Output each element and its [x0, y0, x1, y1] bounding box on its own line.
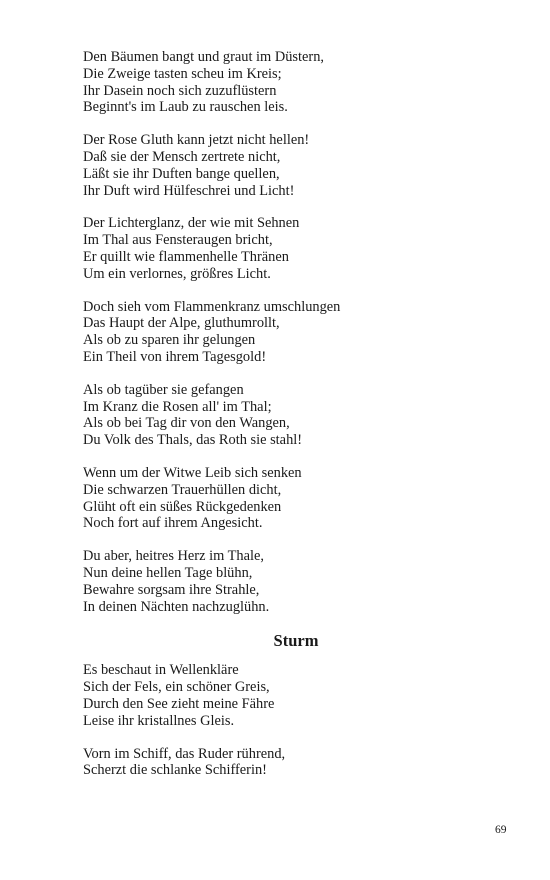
poem-title: Sturm: [273, 631, 319, 651]
verse-line: Der Lichterglanz, der wie mit Sehnen: [83, 215, 300, 232]
verse-line: Im Kranz die Rosen all' im Thal;: [83, 398, 272, 415]
stanza: [83, 299, 483, 366]
stanza: [83, 49, 483, 116]
verse-line: Leise ihr kristallnes Gleis.: [83, 712, 235, 729]
stanza: [83, 548, 483, 615]
stanza: [83, 215, 483, 282]
verse-line: Das Haupt der Alpe, gluthumrollt,: [83, 315, 280, 332]
verse-line: Du aber, heitres Herz im Thale,: [83, 548, 264, 565]
stanza: [83, 132, 483, 199]
stanza: [83, 746, 483, 780]
verse-line: Sich der Fels, ein schöner Greis,: [83, 679, 270, 696]
verse-line: Es beschaut in Wellenkläre: [83, 662, 239, 679]
verse-line: Beginnt's im Laub zu rauschen leis.: [83, 99, 288, 116]
verse-line: Wenn um der Witwe Leib sich senken: [83, 464, 302, 481]
verse-line: Um ein verlornes, größres Licht.: [83, 265, 271, 282]
poem-body: [83, 49, 483, 795]
verse-line: Er quillt wie flammenhelle Thränen: [83, 248, 289, 265]
verse-line: Ihr Dasein noch sich zuzuflüstern: [83, 82, 277, 99]
verse-line: Daß sie der Mensch zertrete nicht,: [83, 148, 281, 165]
verse-line: Den Bäumen bangt und graut im Düstern,: [83, 49, 324, 65]
verse-line: Als ob bei Tag dir von den Wangen,: [83, 415, 290, 432]
verse-line: Doch sieh vom Flammenkranz umschlungen: [83, 298, 341, 315]
verse-line: Die Zweige tasten scheu im Kreis;: [83, 65, 282, 82]
verse-line: Noch fort auf ihrem Angesicht.: [83, 515, 263, 532]
verse-line: Du Volk des Thals, das Roth sie stahl!: [83, 432, 303, 449]
verse-line: Nun deine hellen Tage blühn,: [83, 564, 253, 581]
verse-line: Als ob tagüber sie gefangen: [83, 381, 244, 398]
verse-line: Vorn im Schiff, das Ruder rührend,: [83, 745, 286, 762]
stanza: [83, 382, 483, 449]
verse-line: Durch den See zieht meine Fähre: [83, 695, 275, 712]
verse-line: Als ob zu sparen ihr gelungen: [83, 332, 256, 349]
verse-line: Glüht oft ein süßes Rückgedenken: [83, 498, 282, 515]
verse-line: Bewahre sorgsam ihre Strahle,: [83, 581, 260, 598]
verse-line: Der Rose Gluth kann jetzt nicht hellen!: [83, 132, 310, 149]
verse-line: In deinen Nächten nachzuglühn.: [83, 598, 270, 615]
verse-line: Ihr Duft wird Hülfeschrei und Licht!: [83, 182, 295, 199]
stanza: [83, 465, 483, 532]
page-number: 69: [495, 824, 507, 836]
stanza: [83, 662, 483, 729]
verse-line: Scherzt die schlanke Schifferin!: [83, 762, 267, 779]
verse-line: Ein Theil von ihrem Tagesgold!: [83, 348, 267, 365]
verse-line: Die schwarzen Trauerhüllen dicht,: [83, 481, 282, 498]
verse-line: Läßt sie ihr Duften bange quellen,: [83, 165, 280, 182]
verse-line: Im Thal aus Fensteraugen bricht,: [83, 232, 273, 249]
